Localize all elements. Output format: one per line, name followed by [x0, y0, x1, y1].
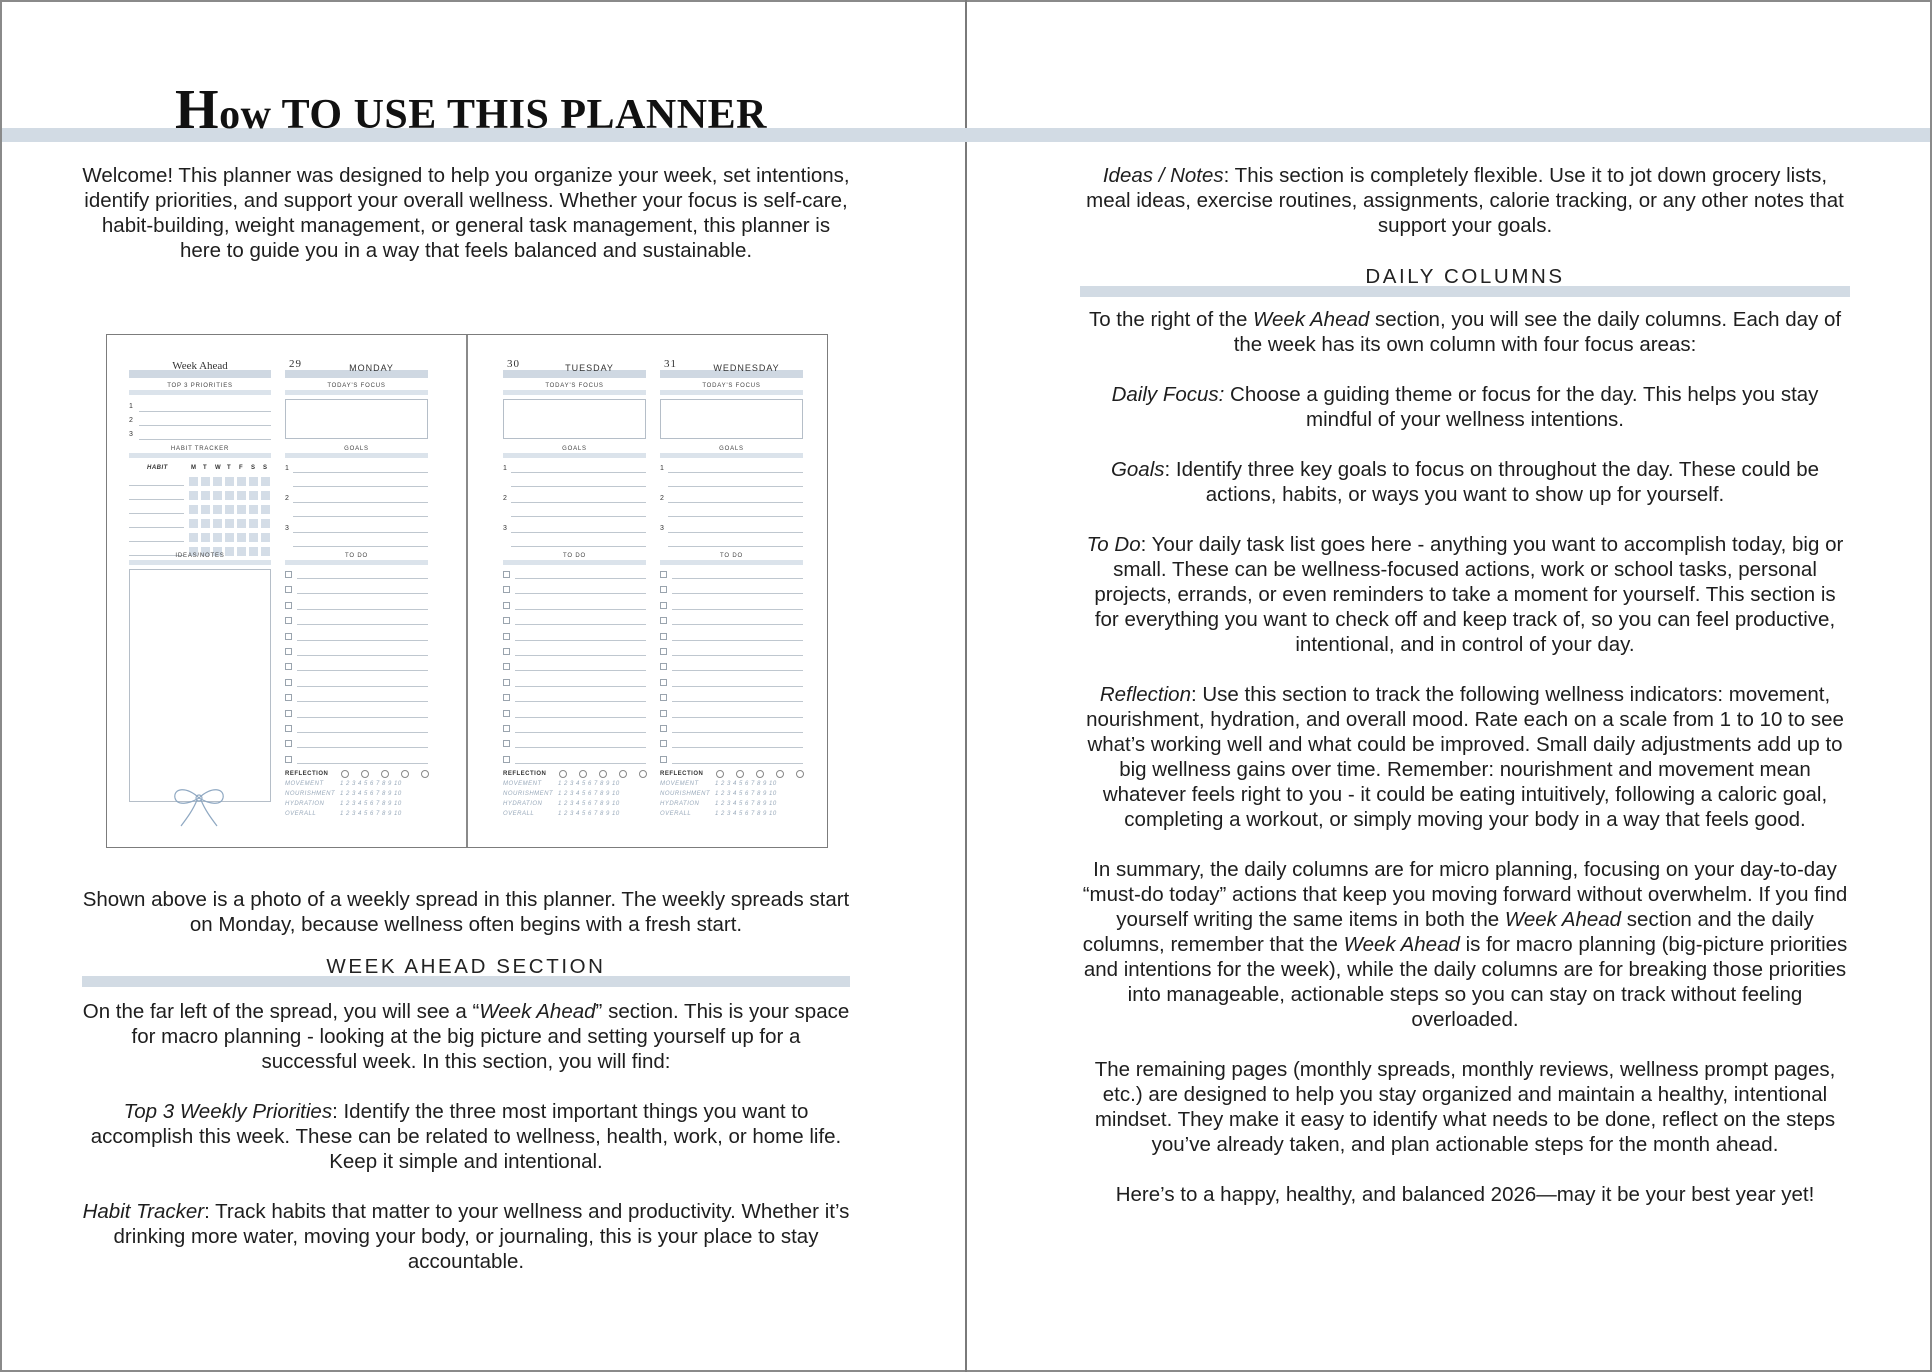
mood-face-icon: [421, 770, 429, 778]
todo-checkbox: [285, 586, 292, 593]
focus-sub-label: TODAY'S FOCUS: [545, 383, 604, 389]
habit-cell: [261, 491, 270, 500]
todo-checkbox: [503, 663, 510, 670]
focus-box: [660, 399, 803, 439]
metric-label: OVERALL: [503, 811, 535, 817]
todo-sub-label: TO DO: [345, 553, 368, 559]
goal-line: [293, 502, 428, 503]
habit-cell: [201, 491, 210, 500]
goals-sub-label: GOALS: [562, 446, 587, 452]
metric-label: NOURISHMENT: [285, 791, 336, 797]
habit-cell: [249, 533, 258, 542]
book-spine: [965, 0, 967, 1372]
todo-line: [515, 593, 646, 594]
habit-row-line: [129, 513, 184, 514]
shown-above-paragraph: Shown above is a photo of a weekly spread in this planner. The weekly spreads start on Monday, because wellness often begins with a fresh start.: [82, 888, 850, 936]
focus-sub-bar: [660, 390, 803, 395]
goal-number: 1: [503, 465, 507, 472]
habit-sub-label: HABIT TRACKER: [170, 446, 230, 452]
todo-line: [515, 701, 646, 702]
todo-line: [672, 763, 803, 764]
habit-cell: [189, 533, 198, 542]
day-number: 31: [664, 358, 677, 370]
habit-cell: [213, 519, 222, 528]
goal-number: 2: [285, 495, 289, 502]
mood-face-icon: [776, 770, 784, 778]
todo-line: [672, 655, 803, 656]
goals-sub-bar: [285, 453, 428, 458]
goal-line: [511, 532, 646, 533]
todo-checkbox: [660, 633, 667, 640]
welcome-paragraph: Welcome! This planner was designed to help you organize your week, set intentions, identify priorities, and support your overall wellness. Whether your focus is self-care, habit-building, weight management, or general task management, this planner is here to guide you in a way that feels balanced and sustainable.: [82, 164, 850, 262]
habit-cell: [249, 491, 258, 500]
focus-sub-label: TODAY'S FOCUS: [327, 383, 386, 389]
left-text-block: [82, 887, 850, 1274]
todo-checkbox: [660, 725, 667, 732]
habit-cell: [225, 491, 234, 500]
habit-cell: [261, 477, 270, 486]
goal-line: [293, 532, 428, 533]
daily-columns-heading: DAILY COLUMNS: [1080, 261, 1850, 297]
preview-spine: [466, 335, 468, 847]
metric-scale: 1 2 3 4 5 6 7 8 9 10: [340, 781, 402, 787]
week-ahead-heading: WEEK AHEAD SECTION: [82, 951, 850, 987]
todo-checkbox: [285, 617, 292, 624]
goal-line: [668, 546, 803, 547]
habit-cell: [213, 533, 222, 542]
todo-checkbox: [285, 648, 292, 655]
metric-scale: 1 2 3 4 5 6 7 8 9 10: [558, 791, 620, 797]
habit-row-line: [129, 541, 184, 542]
todo-line: [297, 747, 428, 748]
goal-line: [293, 486, 428, 487]
goal-number: 1: [660, 465, 664, 472]
focus-sub-bar: [285, 390, 428, 395]
metric-scale: 1 2 3 4 5 6 7 8 9 10: [715, 801, 777, 807]
top3-sub-bar: [129, 390, 271, 395]
todo-checkbox: [660, 679, 667, 686]
habit-cell: [261, 519, 270, 528]
metric-label: HYDRATION: [660, 801, 700, 807]
goals-sub-bar: [503, 453, 646, 458]
todo-checkbox: [660, 710, 667, 717]
metric-label: NOURISHMENT: [660, 791, 711, 797]
todo-line: [297, 640, 428, 641]
goals-paragraph: Goals: Identify three key goals to focus on throughout the day. These could be actions, habits, or ways you want to show up for yourself.: [1110, 458, 1820, 506]
todo-line: [515, 640, 646, 641]
todo-checkbox: [503, 586, 510, 593]
focus-sub-label: TODAY'S FOCUS: [702, 383, 761, 389]
metric-scale: 1 2 3 4 5 6 7 8 9 10: [558, 811, 620, 817]
todo-line: [515, 670, 646, 671]
habit-cell: [189, 477, 198, 486]
habit-cell: [189, 505, 198, 514]
todo-checkbox: [285, 633, 292, 640]
day-name: TUESDAY: [565, 363, 614, 373]
goal-line: [293, 546, 428, 547]
todo-checkbox: [285, 756, 292, 763]
todo-line: [515, 717, 646, 718]
metric-scale: 1 2 3 4 5 6 7 8 9 10: [340, 811, 402, 817]
goal-number: 3: [660, 525, 664, 532]
todo-line: [297, 701, 428, 702]
ideas-paragraph: Ideas / Notes: This section is completely flexible. Use it to jot down grocery lists, meal ideas, exercise routines, assignments, calorie tracking, or any other notes that support your goals.: [1086, 164, 1844, 237]
todo-checkbox: [285, 679, 292, 686]
mood-face-icon: [341, 770, 349, 778]
goal-number: 3: [503, 525, 507, 532]
todo-checkbox: [660, 602, 667, 609]
todo-checkbox: [285, 602, 292, 609]
todo-line: [515, 763, 646, 764]
daily-focus-paragraph: Daily Focus: Choose a guiding theme or focus for the day. This helps you stay mindful of your wellness intentions.: [1111, 383, 1819, 431]
priority-number: 2: [129, 417, 133, 424]
todo-line: [515, 732, 646, 733]
remaining-pages-paragraph: The remaining pages (monthly spreads, monthly reviews, wellness prompt pages, etc.) are designed to help you stay organized and maintain a healthy, intentional mindset. They make it easy to identify what needs to be done, reflect on the steps you’ve already taken, and plan actionable steps for the month ahead.: [1094, 1058, 1836, 1156]
week-ahead-intro: On the far left of the spread, you will see a “Week Ahead” section. This is your space for macro planning - looking at the big picture and setting yourself up for a successful week. In this section, you will find:: [82, 1000, 850, 1073]
todo-checkbox: [660, 663, 667, 670]
todo-line: [672, 732, 803, 733]
summary-paragraph: In summary, the daily columns are for micro planning, focusing on your day-to-day “must-do today” actions that keep you moving forward without overwhelm. If you find yourself writing the same items in both the Week Ahead section and the daily columns, remember that the Week Ahead is for macro planning (big-picture priorities and intentions for the week), while the daily columns are for breaking those priorities into manageable, actionable steps so you can stay on track without feeling overloaded.: [1082, 858, 1848, 1031]
metric-label: OVERALL: [660, 811, 692, 817]
todo-checkbox: [285, 694, 292, 701]
todo-line: [515, 578, 646, 579]
habit-cell: [237, 519, 246, 528]
welcome-block: [82, 163, 850, 263]
mood-face-icon: [756, 770, 764, 778]
goals-sub-label: GOALS: [344, 446, 369, 452]
goal-number: 3: [285, 525, 289, 532]
mood-face-icon: [361, 770, 369, 778]
todo-checkbox: [660, 740, 667, 747]
todo-line: [672, 609, 803, 610]
habit-row-line: [129, 485, 184, 486]
habit-cell: [201, 533, 210, 542]
ideas-sub-bar: [129, 560, 271, 565]
todo-line: [515, 624, 646, 625]
metric-label: MOVEMENT: [503, 781, 542, 787]
todo-line: [297, 670, 428, 671]
todo-checkbox: [660, 571, 667, 578]
goal-line: [293, 472, 428, 473]
reflection-label: REFLECTION: [503, 771, 547, 777]
weekday-letter: F: [239, 465, 244, 471]
todo-checkbox: [285, 663, 292, 670]
todo-checkbox: [285, 710, 292, 717]
todo-sub-label: TO DO: [563, 553, 586, 559]
goal-line: [668, 472, 803, 473]
metric-scale: 1 2 3 4 5 6 7 8 9 10: [715, 791, 777, 797]
todo-checkbox: [285, 725, 292, 732]
habit-cell: [249, 505, 258, 514]
metric-scale: 1 2 3 4 5 6 7 8 9 10: [558, 781, 620, 787]
todo-paragraph: To Do: Your daily task list goes here - anything you want to accomplish today, big or small. These can be wellness-focused actions, work or school tasks, personal projects, errands, or even reminders to take a moment for yourself. This section is for everything you want to check off and keep track of, so you can feel productive, intentional, and in control of your day.: [1086, 533, 1844, 656]
weekday-letter: M: [191, 465, 197, 471]
habit-cell: [237, 491, 246, 500]
reflection-label: REFLECTION: [285, 771, 329, 777]
todo-checkbox: [503, 571, 510, 578]
week-ahead-header-label: Week Ahead: [172, 360, 228, 372]
day-name: MONDAY: [349, 363, 394, 373]
habit-cell: [201, 505, 210, 514]
metric-label: OVERALL: [285, 811, 317, 817]
goal-number: 2: [660, 495, 664, 502]
todo-checkbox: [660, 648, 667, 655]
habit-cell: [237, 505, 246, 514]
priority-number: 1: [129, 403, 133, 410]
todo-checkbox: [503, 725, 510, 732]
day-number: 29: [289, 358, 302, 370]
todo-checkbox: [660, 586, 667, 593]
metric-scale: 1 2 3 4 5 6 7 8 9 10: [558, 801, 620, 807]
metric-label: MOVEMENT: [660, 781, 699, 787]
metric-label: HYDRATION: [503, 801, 543, 807]
top3-sub-label: TOP 3 PRIORITIES: [167, 383, 233, 389]
goal-number: 1: [285, 465, 289, 472]
todo-checkbox: [660, 617, 667, 624]
bow-ornament-icon: [169, 784, 229, 828]
metric-scale: 1 2 3 4 5 6 7 8 9 10: [715, 781, 777, 787]
habit-cell: [249, 477, 258, 486]
reflection-label: REFLECTION: [660, 771, 704, 777]
habit-cell: [213, 477, 222, 486]
mood-face-icon: [639, 770, 647, 778]
daily-intro: To the right of the Week Ahead section, you will see the daily columns. Each day of the week has its own column with four focus areas:: [1088, 308, 1842, 356]
weekday-letter: S: [251, 465, 256, 471]
habit-cell: [201, 477, 210, 486]
todo-line: [297, 655, 428, 656]
habit-cell: [189, 491, 198, 500]
todo-checkbox: [503, 740, 510, 747]
todo-line: [297, 732, 428, 733]
todo-line: [297, 609, 428, 610]
priority-number: 3: [129, 431, 133, 438]
todo-checkbox: [503, 756, 510, 763]
habit-cell: [225, 505, 234, 514]
habit-paragraph: Habit Tracker: Track habits that matter to your wellness and productivity. Whether it’s drinking more water, moving your body, or journaling, this is your place to stay accountable.: [82, 1200, 850, 1273]
goal-line: [511, 472, 646, 473]
todo-sub-bar: [660, 560, 803, 565]
todo-line: [672, 747, 803, 748]
day-name: WEDNESDAY: [713, 363, 780, 373]
todo-line: [672, 624, 803, 625]
closing-paragraph: Here’s to a happy, healthy, and balanced 2026—may it be your best year yet!: [1115, 1183, 1815, 1206]
weekday-letter: T: [227, 465, 232, 471]
todo-checkbox: [503, 633, 510, 640]
weekday-letter: S: [263, 465, 268, 471]
mood-face-icon: [619, 770, 627, 778]
todo-sub-bar: [285, 560, 428, 565]
todo-line: [297, 763, 428, 764]
goal-line: [668, 516, 803, 517]
ideas-box: [129, 569, 271, 802]
habit-cell: [189, 519, 198, 528]
todo-line: [672, 701, 803, 702]
day-number: 30: [507, 358, 520, 370]
goal-line: [511, 516, 646, 517]
mood-face-icon: [579, 770, 587, 778]
habit-cell: [237, 533, 246, 542]
metric-scale: 1 2 3 4 5 6 7 8 9 10: [340, 801, 402, 807]
todo-line: [297, 578, 428, 579]
habit-cell: [201, 519, 210, 528]
mood-face-icon: [796, 770, 804, 778]
todo-checkbox: [503, 602, 510, 609]
goal-number: 2: [503, 495, 507, 502]
todo-checkbox: [503, 710, 510, 717]
habit-cell: [225, 533, 234, 542]
todo-line: [515, 686, 646, 687]
todo-checkbox: [660, 756, 667, 763]
habit-cell: [261, 505, 270, 514]
ideas-sub-label: IDEAS/NOTES: [175, 553, 225, 559]
todo-line: [515, 747, 646, 748]
habit-row-line: [129, 499, 184, 500]
todo-line: [297, 593, 428, 594]
todo-line: [672, 717, 803, 718]
todo-checkbox: [660, 694, 667, 701]
todo-checkbox: [285, 571, 292, 578]
todo-line: [297, 686, 428, 687]
habit-cell: [225, 519, 234, 528]
metric-label: MOVEMENT: [285, 781, 324, 787]
mood-face-icon: [401, 770, 409, 778]
habit-cell: [261, 533, 270, 542]
todo-line: [297, 624, 428, 625]
mood-face-icon: [599, 770, 607, 778]
goals-sub-bar: [660, 453, 803, 458]
metric-scale: 1 2 3 4 5 6 7 8 9 10: [340, 791, 402, 797]
focus-box: [285, 399, 428, 439]
metric-scale: 1 2 3 4 5 6 7 8 9 10: [715, 811, 777, 817]
metric-label: HYDRATION: [285, 801, 325, 807]
mood-face-icon: [381, 770, 389, 778]
right-text-block: [1080, 163, 1850, 1207]
todo-line: [515, 655, 646, 656]
habit-cell: [249, 519, 258, 528]
todo-checkbox: [503, 648, 510, 655]
todo-checkbox: [503, 694, 510, 701]
todo-line: [672, 640, 803, 641]
goal-line: [511, 486, 646, 487]
todo-line: [672, 670, 803, 671]
todo-line: [672, 593, 803, 594]
todo-checkbox: [285, 740, 292, 747]
todo-line: [672, 686, 803, 687]
goal-line: [511, 546, 646, 547]
todo-checkbox: [503, 617, 510, 624]
goal-line: [293, 516, 428, 517]
todo-line: [515, 609, 646, 610]
weekday-letter: T: [203, 465, 208, 471]
weekly-spread-preview: [106, 334, 828, 848]
habit-row-line: [129, 527, 184, 528]
habit-cell: [225, 477, 234, 486]
page-title: How TO USE THIS PLANNER: [175, 79, 767, 141]
priority-line: [139, 411, 271, 412]
habit-cell: [237, 477, 246, 486]
habit-cell: [213, 491, 222, 500]
goal-line: [511, 502, 646, 503]
habit-cell: [213, 505, 222, 514]
reflection-paragraph: Reflection: Use this section to track the following wellness indicators: movement, nourishment, hydration, and overall mood. Rate each on a scale from 1 to 10 to see what’s working well and what could be improved. Small daily adjustments add up to big wellness gains over time. Remember: nourishment and movement mean whatever feels right to you - it could be eating intuitively, following a caloric goal, completing a workout, or simply moving your body in a way that feels good.: [1086, 683, 1844, 831]
goal-line: [668, 502, 803, 503]
todo-line: [297, 717, 428, 718]
goals-sub-label: GOALS: [719, 446, 744, 452]
todo-checkbox: [503, 679, 510, 686]
todo-line: [672, 578, 803, 579]
todo-sub-label: TO DO: [720, 553, 743, 559]
metric-label: NOURISHMENT: [503, 791, 554, 797]
mood-face-icon: [736, 770, 744, 778]
habit-col-label: HABIT: [147, 465, 168, 471]
mood-face-icon: [716, 770, 724, 778]
focus-sub-bar: [503, 390, 646, 395]
mood-face-icon: [559, 770, 567, 778]
focus-box: [503, 399, 646, 439]
priority-line: [139, 425, 271, 426]
todo-sub-bar: [503, 560, 646, 565]
weekday-letter: W: [215, 465, 222, 471]
goal-line: [668, 486, 803, 487]
priority-line: [139, 439, 271, 440]
goal-line: [668, 532, 803, 533]
top3-paragraph: Top 3 Weekly Priorities: Identify the three most important things you want to accomplish this week. These can be related to wellness, health, work, or home life. Keep it simple and intentional.: [90, 1100, 842, 1173]
habit-sub-bar: [129, 453, 271, 458]
